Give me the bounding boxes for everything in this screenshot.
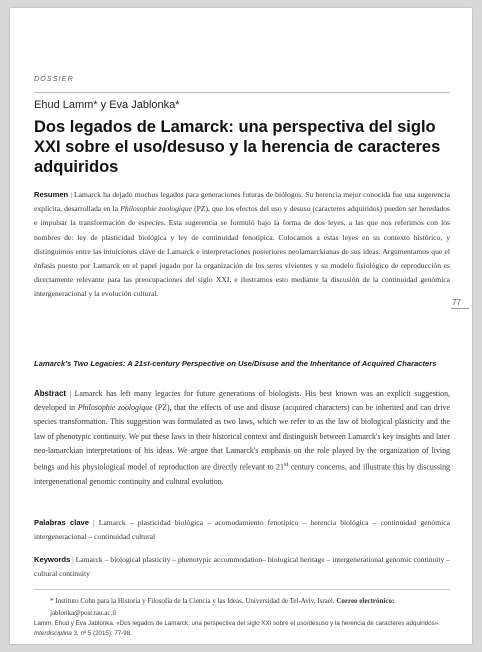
separator: |: [72, 555, 74, 564]
abstract-italic-title: Philosophie zoologique: [77, 403, 153, 413]
english-title: Lamarck's Two Legacies: A 21st-century Perspective on Use/Disuse and the Inheritance of Acquired Characters: [34, 359, 437, 368]
citation-journal: Interdisciplina: [34, 630, 72, 637]
citation-text: Lamm, Ehud y Eva Jablonka. «Dos legados de Lamarck: una perspectiva del siglo XXI sobre el uso/desuso y la herencia de caracteres adquiridos».: [34, 620, 440, 627]
century-suffix: st: [283, 461, 289, 469]
citation-details: 3, nº 5 (2015): 77-98.: [71, 630, 132, 637]
citation-line: [34, 619, 450, 639]
email-address[interactable]: jablonka@post.tau.ac.il: [50, 609, 117, 617]
abstract-label: Abstract: [34, 389, 67, 398]
abstract-text-2: (PZ), that the effects of use and disuse (acquired characters) can be inherited and can drive species transformation. This suggestion was formulated as two laws, which we refer to as the law of biological plasticity and the law of phenotypic continuity. We put these laws in their historical context and distinguish between Lamarck's key insights and later neo-lamarckian interpretations of his ideas. We argue that Lamarck's emphasis on the role played by the organization of living beings and his physiological model of reproduction are directly relevant to: [34, 403, 450, 472]
abstract-paragraph: [34, 387, 450, 489]
keywords-paragraph: [34, 553, 450, 581]
section-label: DOSSIER: [34, 76, 74, 83]
email-label: Correo electrónico:: [336, 597, 395, 605]
resumen-italic-title: Philosophie zoologique: [120, 204, 192, 214]
footnote-rule: [34, 589, 450, 590]
keywords-text: Lamarck – biological plasticity – phenotypic accommodation– biological heritage – intergenerational genomic continuity – cultural continuity: [34, 555, 450, 579]
article-title: Dos legados de Lamarck: una perspectiva del siglo XXI sobre el uso/desuso y la herencia de caracteres adquiridos: [34, 118, 441, 176]
palabras-clave-text: Lamarck – plasticidad biológica – acomodamiento fenotípico – herencia biológica – continuidad genómica intergeneracional – continuidad cultural: [34, 518, 450, 542]
resumen-text-1: Lamarck ha dejado muchos legados para generaciones futuras de biólogos. Su herencia mejor conocida fue una sugerencia explícita, desarrollada en la: [34, 190, 450, 214]
keywords-label: Keywords: [34, 555, 71, 564]
resumen-label: Resumen: [34, 190, 69, 199]
resumen-paragraph: [34, 188, 450, 302]
abstract-text-3: century concerns, and illustrate this by discussing intergenerational genomic continuity and cultural evolution.: [34, 462, 450, 486]
author-footnote: [50, 595, 450, 619]
separator: |: [69, 389, 72, 398]
page-number-rule: [451, 308, 469, 309]
abstract-text-1: Lamarck has left many legacies for future generations of biologists. His best known was an explicit suggestion, developed in: [34, 389, 451, 413]
century-number: 21: [276, 462, 284, 472]
footnote-text: * Instituto Cohn para la Historia y Filosofía de la Ciencia y las Ideas. Universidad de Tel-Aviv, Israel.: [50, 597, 337, 605]
header-rule: [34, 92, 450, 93]
authors-line: Ehud Lamm* y Eva Jablonka*: [34, 99, 180, 111]
palabras-clave-label: Palabras clave: [34, 518, 89, 527]
page-number: 77: [452, 298, 461, 307]
separator: |: [70, 190, 72, 199]
palabras-clave-paragraph: [34, 516, 450, 544]
paper-page: [10, 8, 472, 644]
separator: |: [93, 518, 95, 527]
resumen-text-2: (PZ), que los efectos del uso y desuso (caracteres adquiridos) pueden ser heredados e impulsar la transformación de especies. Esta sugerencia se formuló bajo la forma de dos leyes, a las que nos referimos con los nombres de: ley de plasticidad biológica y ley de continuidad fenotípica. Colocamos a estas leyes en su contexto histórico, y distinguimos entre las intuiciones clave de Lamarck e interpretaciones posteriores neolamarckianas de sus ideas. Argumentamos que el énfasis puesto por Lamarck en el papel jugado por la organización de los seres vivientes y su modelo fisiológico de reproducción es directamente relevante para las preocupaciones del siglo XXI, e ilustramos esto mediante la discusión de la continuidad genómica intergeneracional y la evolución cultural.: [34, 204, 450, 299]
